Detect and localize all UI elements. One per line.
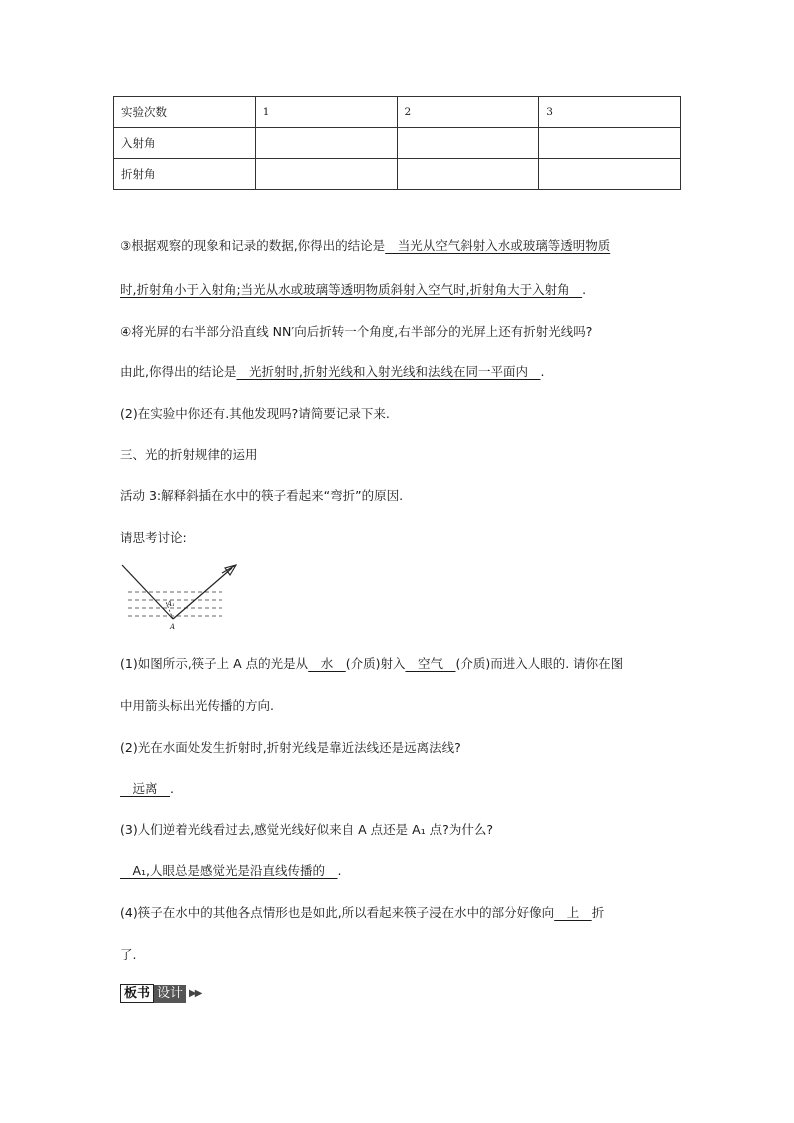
- p4-text-2: 折: [591, 905, 605, 920]
- table-cell: [397, 159, 539, 190]
- board-label-part2: 设计: [154, 985, 186, 1003]
- punctuation: .: [540, 364, 545, 379]
- item4-prefix: 由此,你得出的结论是: [120, 364, 237, 379]
- item3-line1: [120, 236, 610, 254]
- p3-question: (3)人们逆着光线看过去,感觉光线好似来自 A 点还是 A₁ 点?为什么?: [120, 822, 493, 837]
- table-cell: [255, 128, 397, 159]
- point-a-label: A: [170, 623, 176, 631]
- item3-answer-part1: 当光从空气斜射入水或玻璃等透明物质: [385, 238, 611, 253]
- double-arrow-icon: ▶▶: [189, 988, 201, 999]
- p2-question: (2)光在水面处发生折射时,折射光线是靠近法线还是远离法线?: [120, 740, 461, 755]
- board-design-banner: [120, 984, 200, 1003]
- point-a1-label: A₁: [167, 600, 175, 608]
- table-row-label: 折射角: [114, 159, 256, 190]
- table-row: [114, 97, 681, 128]
- punctuation: .: [582, 282, 587, 297]
- p1-line2: 中用箭头标出光传播的方向.: [120, 698, 274, 713]
- table-header-cell: 2: [397, 97, 539, 128]
- activity-3: 活动 3:解释斜插在水中的筷子看起来“弯折”的原因.: [120, 488, 404, 503]
- p1-answer-1: 水: [308, 656, 346, 671]
- p4-text-1: (4)筷子在水中的其他各点情形也是如此,所以看起来筷子浸在水中的部分好像向: [120, 905, 555, 920]
- board-label-part1: 板书: [120, 984, 154, 1003]
- p2-answer-line: [120, 779, 174, 797]
- p2-answer: 远离: [120, 781, 171, 796]
- item3-answer-part2: 时,折射角小于入射角;当光从水或玻璃等透明物质斜射入空气时,折射角大于入射角: [120, 282, 583, 297]
- table-cell: [539, 128, 681, 159]
- p4-answer: 上: [554, 905, 592, 920]
- p3-answer: A₁,人眼总是感觉光是沿直线传播的: [120, 863, 338, 878]
- p1-text-2: (介质)射入: [345, 656, 406, 671]
- punctuation: .: [170, 781, 174, 796]
- table-cell: [255, 159, 397, 190]
- p1-answer-2: 空气: [405, 656, 456, 671]
- item3-line2: [120, 280, 586, 298]
- experiment-table: [113, 96, 681, 190]
- question-2: (2)在实验中你还有.其他发现吗?请简要记录下来.: [120, 406, 390, 421]
- p1-line1: [120, 654, 623, 672]
- p4-line2: 了.: [120, 947, 137, 962]
- p4-line1: [120, 903, 604, 921]
- table-header-cell: 1: [255, 97, 397, 128]
- table-row: [114, 159, 681, 190]
- punctuation: .: [337, 863, 342, 878]
- p1-text-3: (介质)而进入人眼的. 请你在图: [455, 656, 624, 671]
- discussion-prompt: 请思考讨论:: [120, 530, 187, 545]
- table-cell: [397, 128, 539, 159]
- p3-answer-line: [120, 861, 342, 879]
- section-3-heading: 三、光的折射规律的运用: [120, 447, 258, 462]
- item4-conclusion: [120, 362, 544, 380]
- table-row: [114, 128, 681, 159]
- table-cell: [539, 159, 681, 190]
- item4-question: ④将光屏的右半部分沿直线 NN′向后折转一个角度,右半部分的光屏上还有折射光线吗?: [120, 324, 593, 339]
- table-row-label: 入射角: [114, 128, 256, 159]
- p1-text-1: (1)如图所示,筷子上 A 点的光是从: [120, 656, 309, 671]
- chopstick-refraction-figure: [118, 562, 243, 637]
- table-header-cell: 实验次数: [114, 97, 256, 128]
- table-header-cell: 3: [539, 97, 681, 128]
- item3-prefix: ③根据观察的现象和记录的数据,你得出的结论是: [120, 238, 386, 253]
- item4-answer: 光折射时,折射光线和入射光线和法线在同一平面内: [236, 364, 541, 379]
